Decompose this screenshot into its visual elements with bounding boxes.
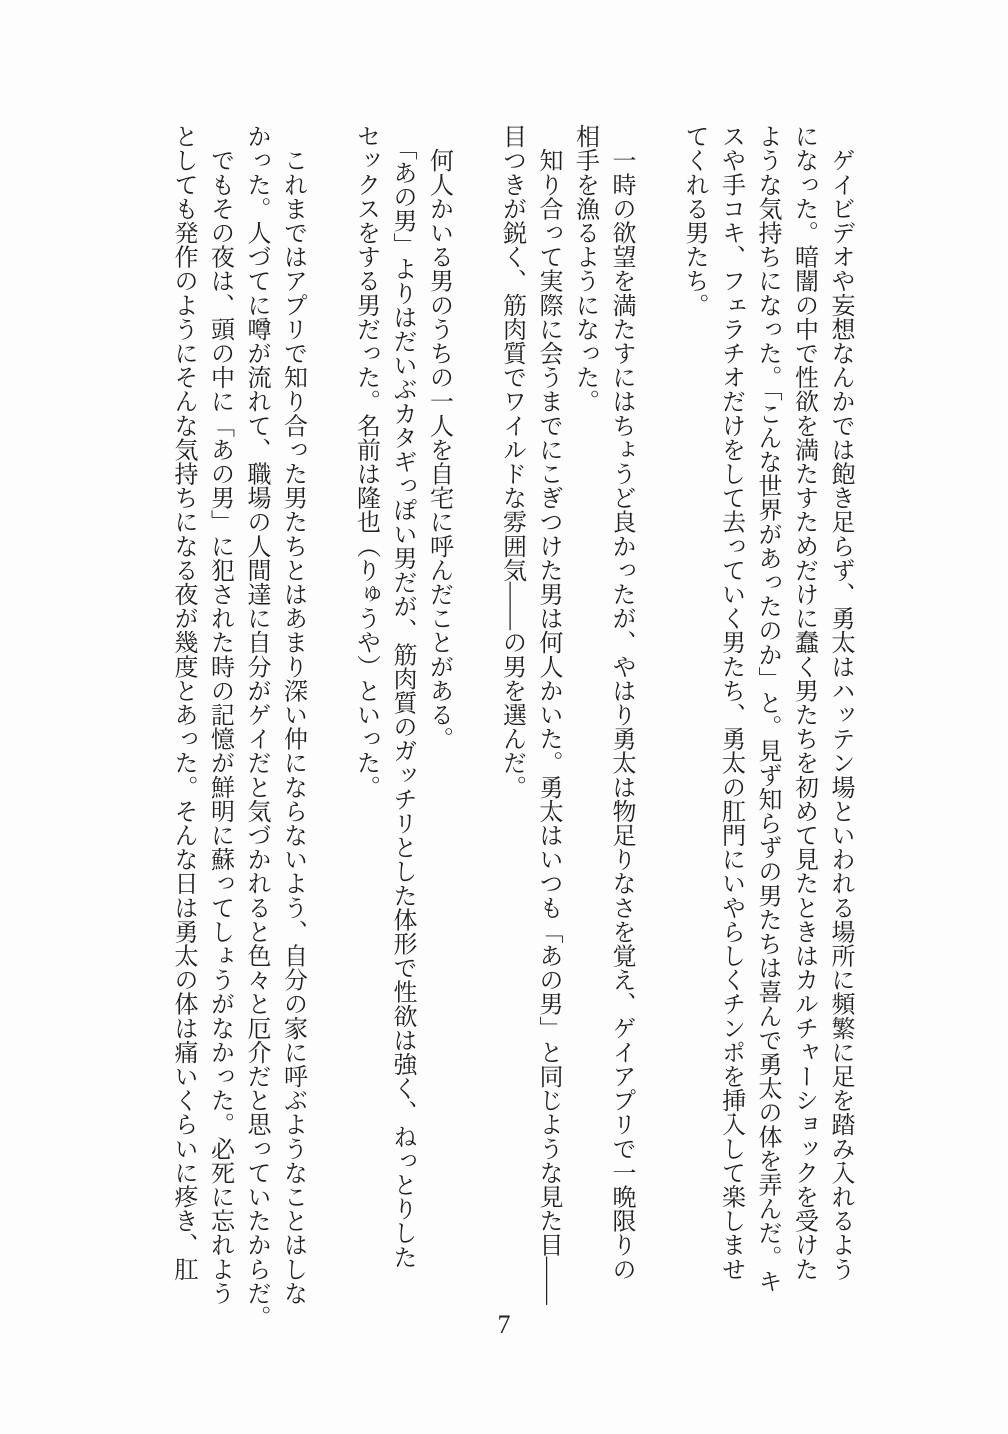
- blank-separator-column: [311, 124, 348, 1286]
- blank-separator-column: [639, 124, 676, 1286]
- text-column: ような気持ちになった。「こんな世界があったのか」と。見ず知らずの男たちは喜んで勇太の体を弄んだ。キ: [754, 124, 780, 1293]
- text-column: 目つきが鋭く、筋肉質でワイルドな雰囲気――の男を選んだ。: [498, 124, 525, 799]
- text-column: 知り合って実際に会うまでにこぎつけた男は何人かいた。勇太はいつも「あの男」と同じような見た目――: [535, 124, 561, 1305]
- text-block: [165, 124, 859, 1329]
- text-column: 相手を漁るようになった。: [571, 124, 598, 414]
- text-column: てくれる男たち。: [681, 124, 707, 317]
- text-column: ゲイビデオや妄想なんかでは飽き足らず、勇太はハッテン場といわれる場所に頻繁に足を踏み入れるよう: [827, 124, 853, 1281]
- text-column: セックスをする男だった。名前は隆也（りゅうや）といった。: [352, 124, 379, 799]
- text-column: これまではアプリで知り合った男たちとはあまり深い仲にならないよう、自分の家に呼ぶようなことはしな: [279, 124, 306, 1305]
- text-column: 何人かいる男のうちの一人を自宅に呼んだことがある。: [425, 124, 452, 751]
- text-column: 「あの男」よりはだいぶカタギっぽい男だが、筋肉質のガッチリとした体形で性欲は強く、ねっとりした: [389, 124, 415, 1269]
- text-column: かった。人づてに噂が流れて、職場の人間達に自分がゲイだと気づかれると色々と厄介だと思っていたからだ。: [243, 124, 269, 1329]
- text-column: 一時の欲望を満たすにはちょうど良かったが、やはり勇太は物足りなさを覚え、ゲイアプリで一晩限りの: [608, 124, 634, 1281]
- blank-separator-column: [457, 124, 494, 1286]
- text-column: になった。暗闇の中で性欲を満たすためだけに蠢く男たちを初めて見たときはカルチャーショックを受けた: [790, 124, 817, 1281]
- text-column: としても発作のようにそんな気持ちになる夜が幾度とあった。そんな日は勇太の体は痛いくらいに疼き、肛: [170, 124, 196, 1281]
- text-column: スや手コキ、フェラチオだけをして去っていく男たち、勇太の肛門にいやらしくチンポを挿入して楽しませ: [717, 124, 744, 1281]
- text-column: でもその夜は、頭の中に「あの男」に犯された時の記憶が鮮明に蘇ってしょうがなかった。必死に忘れよう: [206, 124, 233, 1305]
- page-number: 7: [497, 1310, 511, 1339]
